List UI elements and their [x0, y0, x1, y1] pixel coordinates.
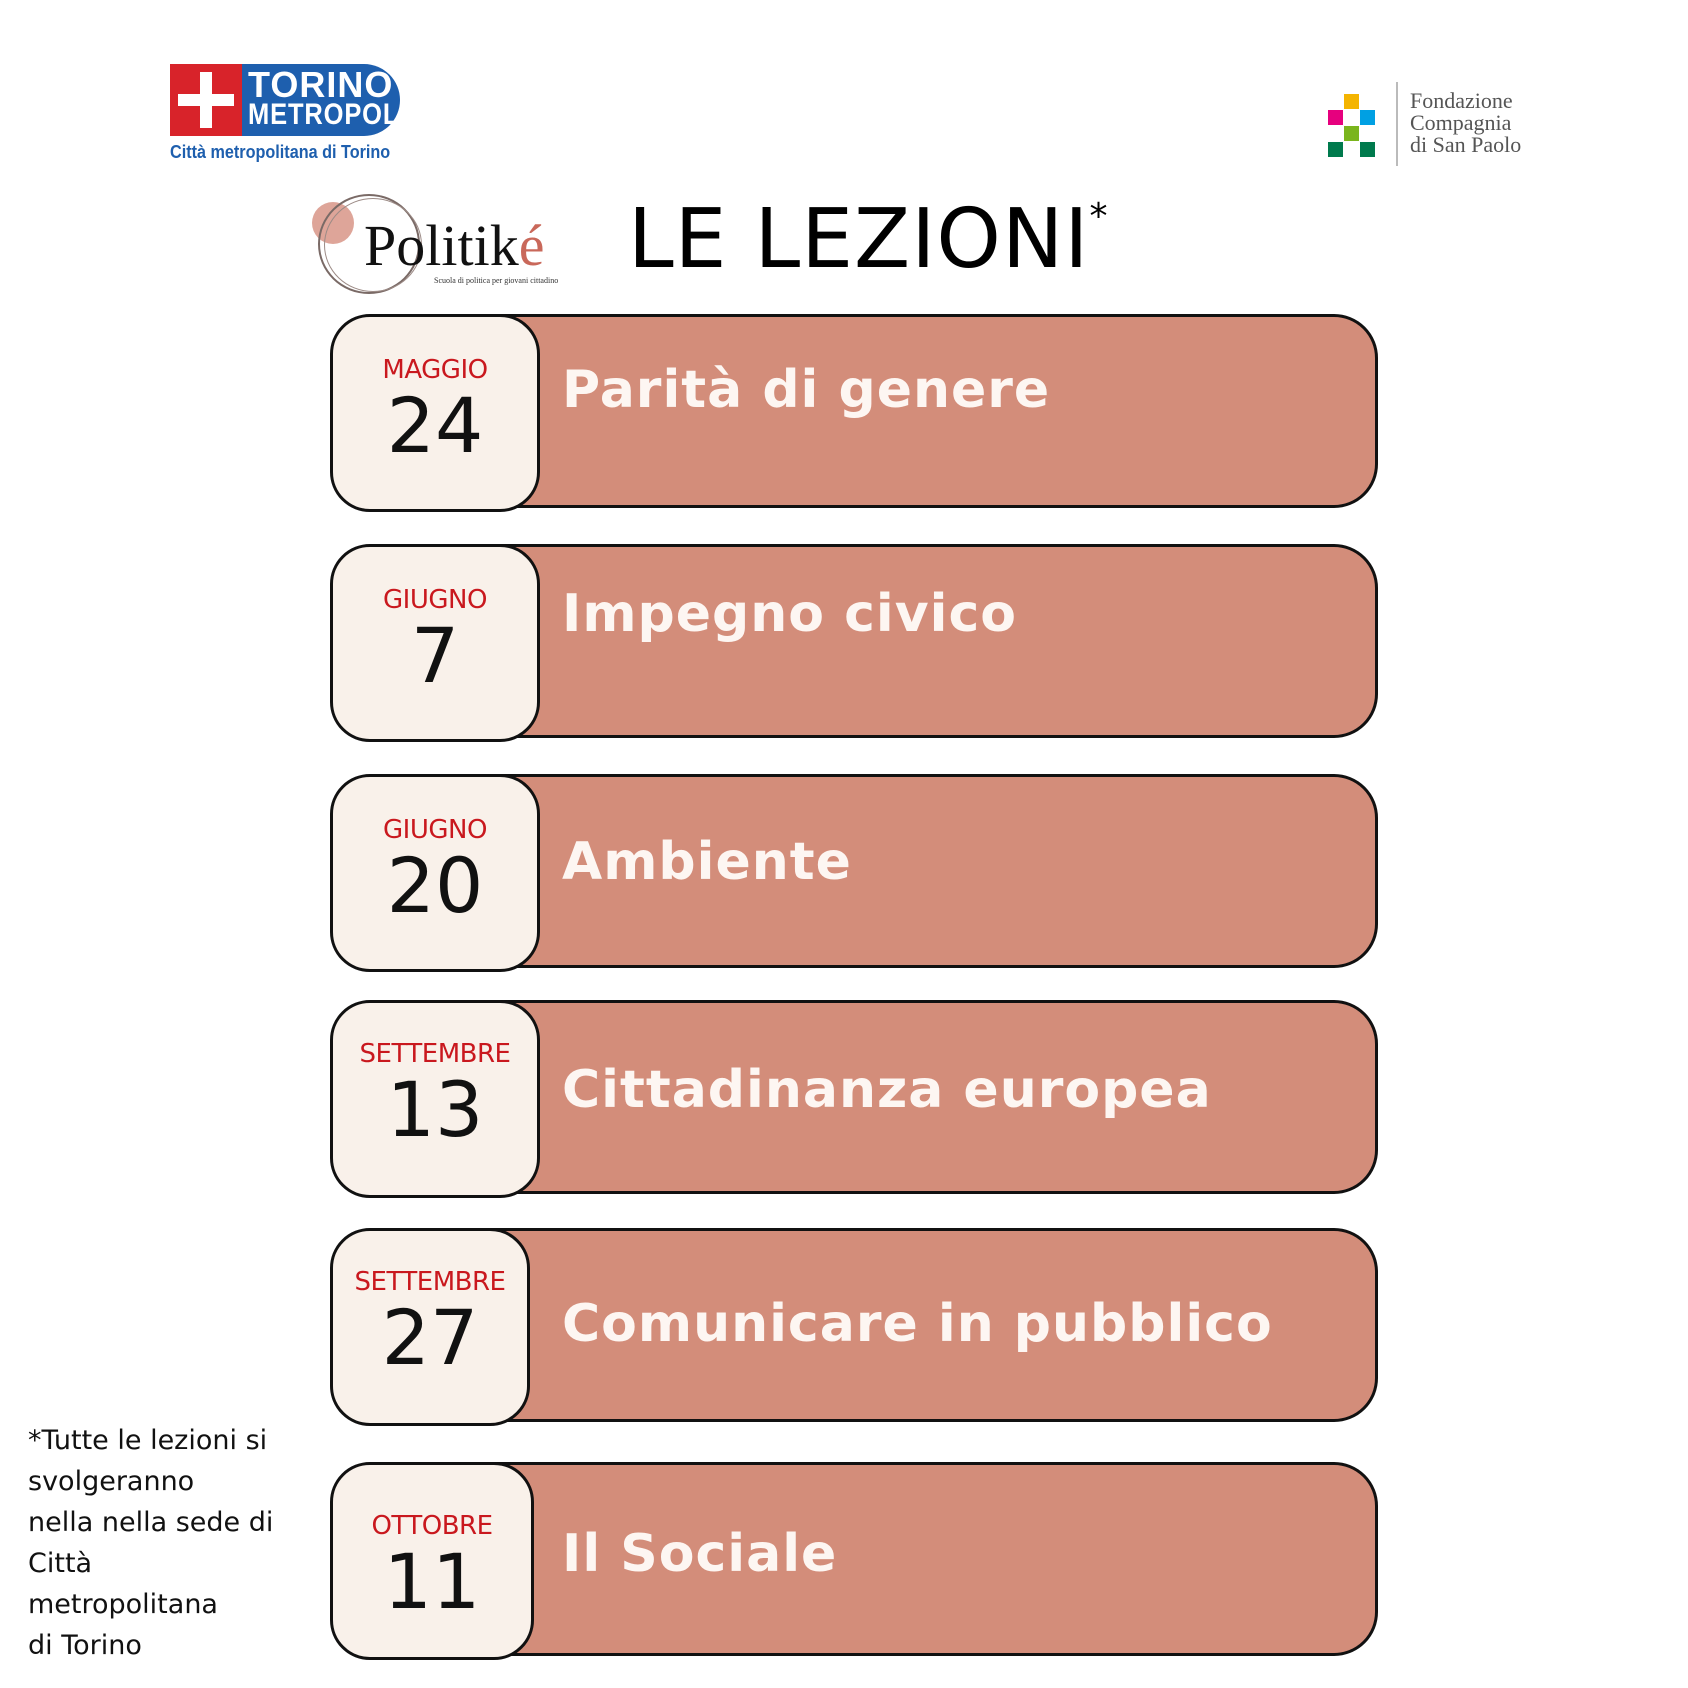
lesson-date-box — [330, 774, 540, 972]
lesson-month: GIUGNO — [383, 815, 487, 845]
fondazione-line-1: Fondazione — [1410, 88, 1513, 113]
politike-logo — [312, 190, 582, 300]
torino-logo-subtitle: Città metropolitana di Torino — [170, 142, 391, 162]
fondazione-line-3: di San Paolo — [1410, 132, 1522, 157]
torino-shield-icon — [170, 64, 242, 136]
lesson-topic: Comunicare in pubblico — [562, 1294, 1273, 1354]
footnote-line: svolgeranno — [28, 1466, 195, 1497]
footnote-line: metropolitana — [28, 1589, 218, 1620]
lesson-day: 24 — [386, 381, 484, 470]
lesson-topic: Il Sociale — [562, 1524, 838, 1584]
footnote-line: nella nella sede di — [28, 1507, 274, 1538]
footnote-line: di Torino — [28, 1630, 142, 1661]
lesson-row — [330, 1228, 1380, 1426]
lesson-topic: Impegno civico — [562, 584, 1018, 644]
lesson-date-box — [330, 314, 540, 512]
torino-logo-line1: TORINO — [248, 64, 394, 105]
lesson-day: 13 — [386, 1065, 484, 1154]
torino-metropoli-logo — [170, 62, 410, 172]
lesson-topic: Cittadinanza europea — [562, 1060, 1212, 1120]
lesson-day: 7 — [410, 611, 460, 700]
page-title: LE LEZIONI* — [628, 192, 1109, 287]
lesson-month: SETTEMBRE — [354, 1267, 506, 1297]
lesson-month: OTTOBRE — [371, 1511, 493, 1541]
lesson-row — [330, 544, 1380, 742]
lesson-date-box — [330, 1228, 530, 1426]
lesson-day: 11 — [383, 1537, 481, 1626]
lesson-month: MAGGIO — [382, 355, 488, 385]
lesson-month: SETTEMBRE — [359, 1039, 511, 1069]
politike-name: Politiké — [364, 213, 545, 278]
lesson-day: 20 — [386, 841, 484, 930]
lesson-date-box — [330, 544, 540, 742]
footnote-line: Città — [28, 1548, 93, 1579]
lesson-row — [330, 1462, 1380, 1660]
fondazione-line-2: Compagnia — [1410, 110, 1512, 135]
fondazione-text — [1410, 90, 1521, 156]
lesson-topic: Parità di genere — [562, 360, 1051, 420]
fondazione-divider — [1396, 82, 1398, 166]
politike-tagline: Scuola di politica per giovani cittadino — [434, 276, 559, 285]
lesson-topic: Ambiente — [562, 832, 852, 892]
lesson-row — [330, 314, 1380, 512]
footnote-line: *Tutte le lezioni si — [28, 1425, 268, 1456]
lesson-date-box — [330, 1000, 540, 1198]
footnote — [28, 1420, 308, 1666]
lesson-month: GIUGNO — [383, 585, 487, 615]
lesson-row — [330, 1000, 1380, 1198]
lesson-day: 27 — [381, 1293, 479, 1382]
title-asterisk: * — [1089, 196, 1109, 237]
fondazione-logo — [1328, 82, 1548, 166]
lesson-date-box — [330, 1462, 534, 1660]
torino-logo-line2: METROPOLI — [248, 98, 408, 131]
fondazione-mark-icon — [1328, 94, 1376, 158]
lesson-row — [330, 774, 1380, 972]
